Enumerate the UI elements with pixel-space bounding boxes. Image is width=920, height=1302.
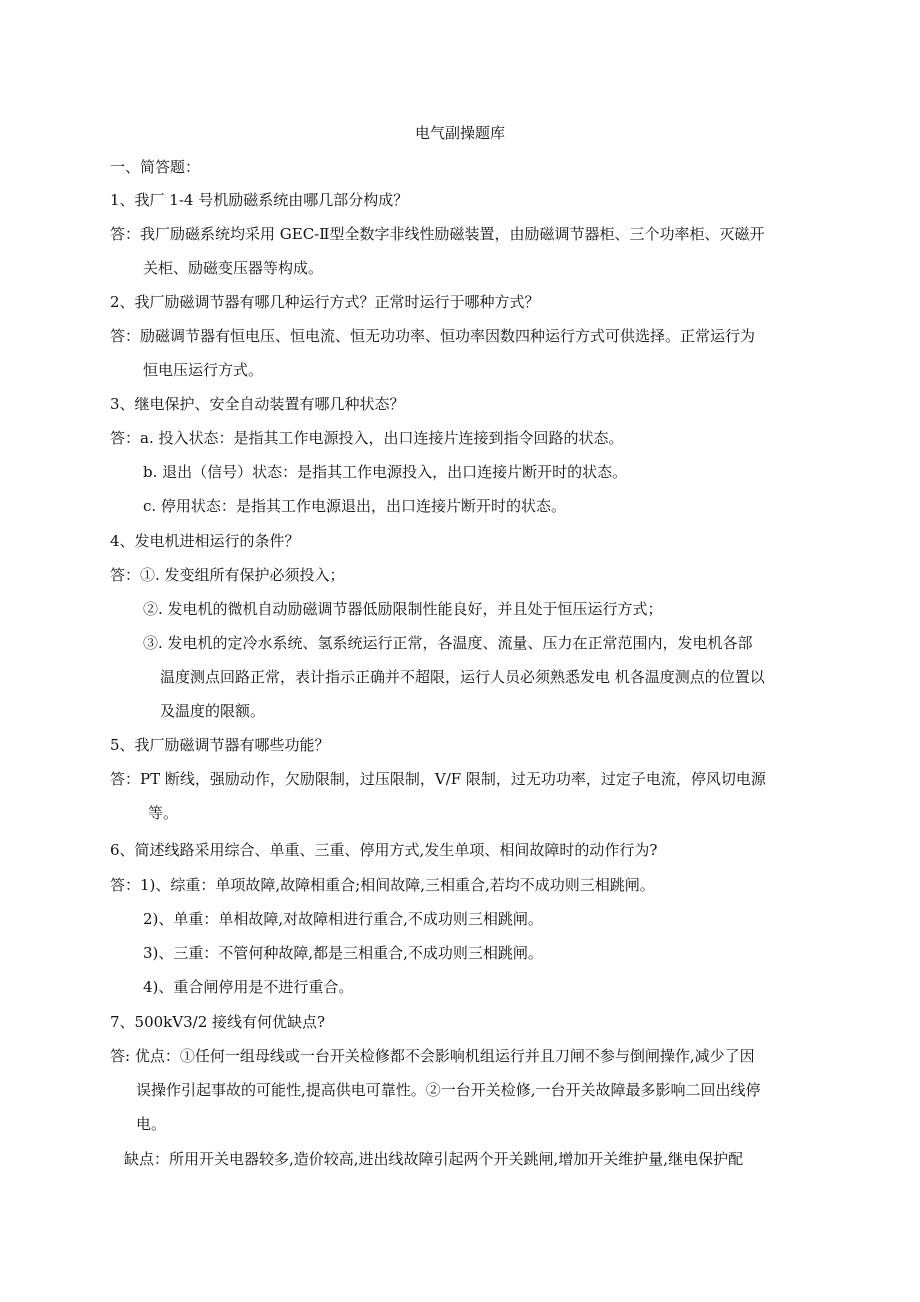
section-heading: 一、简答题： — [110, 158, 201, 176]
question-6: 6、简述线路采用综合、单重、三重、停用方式,发生单项、相间故障时的动作行为? — [110, 841, 658, 859]
answer-line: 答：我厂励磁系统均采用 GEC-Ⅱ型全数字非线性励磁装置，由励磁调节器柜、三个功率柜、灭磁开 — [110, 225, 765, 243]
answer-line: 答：a. 投入状态：是指其工作电源投入，出口连接片连接到指令回路的状态。 — [110, 429, 624, 447]
answer-line: 温度测点回路正常，表计指示正确并不超限，运行人员必须熟悉发电 机各温度测点的位置以 — [160, 668, 765, 686]
answer-line: 恒电压运行方式。 — [143, 361, 264, 379]
question-7: 7、500kV3/2 接线有何优缺点? — [110, 1013, 326, 1031]
answer-line: 误操作引起事故的可能性,提高供电可靠性。②一台开关检修,一台开关故障最多影响二回出线停 — [136, 1081, 761, 1099]
answer-line: ②. 发电机的微机自动励磁调节器低励限制性能良好，并且处于恒压运行方式； — [143, 600, 663, 618]
answer-line: 答：①. 发变组所有保护必须投入； — [110, 566, 345, 584]
answer-line: 缺点：所用开关电器较多,造价较高,进出线故障引起两个开关跳闸,增加开关维护量,继电保护配 — [124, 1150, 744, 1168]
question-4: 4、发电机进相运行的条件？ — [110, 532, 300, 550]
answer-line: 3)、三重：不管何种故障,都是三相重合,不成功则三相跳闸。 — [143, 944, 543, 962]
answer-line: 答: 优点：①任何一组母线或一台开关检修都不会影响机组运行并且刀闸不参与倒闸操作,减少了因 — [110, 1047, 755, 1065]
question-2: 2、我厂励磁调节器有哪几种运行方式？正常时运行于哪种方式？ — [110, 293, 540, 311]
question-5: 5、我厂励磁调节器有哪些功能？ — [110, 736, 330, 754]
answer-line: 电。 — [136, 1115, 167, 1133]
question-3: 3、继电保护、安全自动装置有哪几种状态？ — [110, 395, 405, 413]
document-title: 电气副操题库 — [414, 124, 505, 142]
answer-line: 及温度的限额。 — [160, 702, 266, 720]
answer-line: 等。 — [148, 804, 179, 822]
answer-line: ③. 发电机的定冷水系统、氢系统运行正常，各温度、流量、压力在正常范围内，发电机各部 — [143, 634, 753, 652]
question-1: 1、我厂 1-4 号机励磁系统由哪几部分构成？ — [110, 191, 409, 209]
answer-line: c. 停用状态：是指其工作电源退出，出口连接片断开时的状态。 — [143, 497, 566, 515]
answer-line: 2)、单重：单相故障,对故障相进行重合,不成功则三相跳闸。 — [143, 910, 543, 928]
answer-line: 4)、重合闸停用是不进行重合。 — [143, 978, 354, 996]
answer-line: 关柜、励磁变压器等构成。 — [143, 259, 324, 277]
answer-line: 答：励磁调节器有恒电压、恒电流、恒无功功率、恒功率因数四种运行方式可供选择。正常运行为 — [110, 327, 756, 345]
answer-line: 答：1)、综重：单项故障,故障相重合;相间故障,三相重合,若均不成功则三相跳闸。 — [110, 876, 655, 894]
answer-line: b. 退出（信号）状态：是指其工作电源投入，出口连接片断开时的状态。 — [143, 463, 628, 481]
answer-line: 答：PT 断线，强励动作，欠励限制，过压限制，V/F 限制，过无功功率，过定子电流，停风切电源 — [110, 770, 766, 788]
